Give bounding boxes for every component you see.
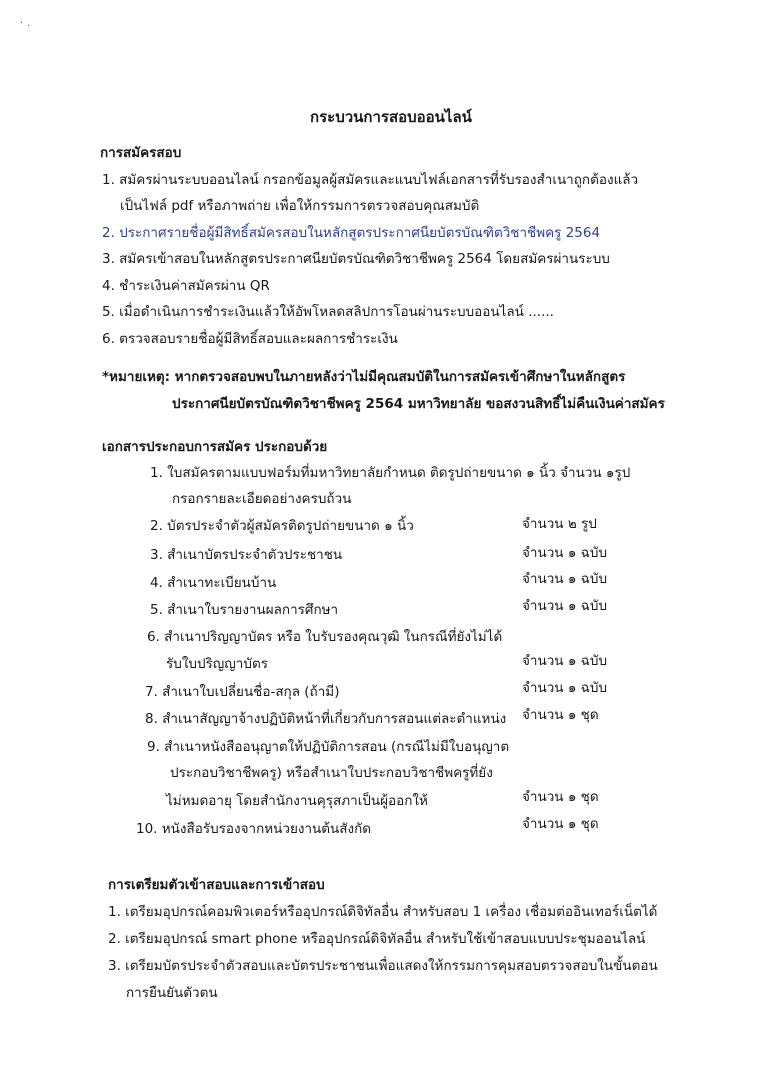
doc-qty-4: จำนวน ๑ ฉบับ	[522, 571, 608, 587]
doc-qty-5: จำนวน ๑ ฉบับ	[522, 598, 608, 614]
doc-qty-10: จำนวน ๑ ชุด	[522, 816, 599, 832]
scan-artifact-dots: ·.	[20, 18, 35, 29]
doc-line-10: 10. หนังสือรับรองจากหน่วยงานต้นสังกัด	[136, 821, 372, 837]
doc-line-2: 2. บัตรประจำตัวผู้สมัครติดรูปถ่ายขนาด ๑ นิ้ว	[150, 518, 414, 534]
registration-item-6: 6. ตรวจสอบรายชื่อผู้มีสิทธิ์สอบและผลการชำระเงิน	[102, 331, 398, 347]
doc-line-1-cont: กรอกรายละเอียดอย่างครบถ้วน	[172, 491, 352, 507]
doc-qty-3: จำนวน ๑ ฉบับ	[522, 545, 608, 561]
doc-qty-2: จำนวน ๒ รูป	[522, 516, 597, 532]
registration-item-3: 3. สมัครเข้าสอบในหลักสูตรประกาศนียบัตรบัณฑิตวิชาชีพครู 2564 โดยสมัครผ่านระบบ	[102, 251, 610, 267]
doc-line-9-cont-1: ประกอบวิชาชีพครู) หรือสำเนาใบประกอบวิชาชีพครูที่ยัง	[170, 765, 493, 781]
note-line-2: ประกาศนียบัตรบัณฑิตวิชาชีพครู 2564 มหาวิทยาลัย ขอสงวนสิทธิ์ไม่คืนเงินค่าสมัคร	[172, 396, 665, 412]
registration-item-2: 2. ประกาศรายชื่อผู้มีสิทธิ์สมัครสอบในหลักสูตรประกาศนียบัตรบัณฑิตวิชาชีพครู 2564	[102, 225, 601, 241]
registration-item-1-cont: เป็นไฟล์ pdf หรือภาพถ่าย เพื่อให้กรรมการตรวจสอบคุณสมบัติ	[120, 198, 480, 214]
doc-line-6-cont: รับใบปริญญาบัตร	[166, 656, 268, 672]
preparation-item-1: 1. เตรียมอุปกรณ์คอมพิวเตอร์หรืออุปกรณ์ดิจิทัลอื่น สำหรับสอบ 1 เครื่อง เชื่อมต่ออินเทอร์เน็ตได้	[108, 904, 658, 920]
preparation-item-3-cont: การยืนยันตัวตน	[126, 985, 218, 1001]
note-line-1: *หมายเหตุ: หากตรวจสอบพบในภายหลังว่าไม่มีคุณสมบัติในการสมัครเข้าศึกษาในหลักสูตร	[102, 369, 626, 385]
doc-qty-6: จำนวน ๑ ฉบับ	[522, 653, 608, 669]
preparation-item-2: 2. เตรียมอุปกรณ์ smart phone หรืออุปกรณ์ดิจิทัลอื่น สำหรับใช้เข้าสอบแบบประชุมออนไลน์	[108, 931, 646, 947]
doc-line-9-cont-2: ไม่หมดอายุ โดยสำนักงานคุรุสภาเป็นผู้ออกให้	[166, 793, 428, 809]
registration-heading: การสมัครสอบ	[100, 145, 182, 161]
doc-line-1: 1. ใบสมัครตามแบบฟอร์มที่มหาวิทยาลัยกำหนด ติดรูปถ่ายขนาด ๑ นิ้ว จำนวน ๑รูป	[150, 465, 631, 481]
registration-item-4: 4. ชำระเงินค่าสมัครผ่าน QR	[102, 278, 270, 294]
doc-line-7: 7. สำเนาใบเปลี่ยนชื่อ-สกุล (ถ้ามี)	[145, 684, 340, 700]
doc-line-6: 6. สำเนาปริญญาบัตร หรือ ใบรับรองคุณวุฒิ ในกรณีที่ยังไม่ได้	[147, 629, 503, 645]
doc-line-5: 5. สำเนาใบรายงานผลการศึกษา	[150, 602, 339, 618]
doc-qty-8: จำนวน ๑ ชุด	[522, 707, 599, 723]
doc-line-3: 3. สำเนาบัตรประจำตัวประชาชน	[150, 547, 343, 563]
doc-line-4: 4. สำเนาทะเบียนบ้าน	[150, 575, 277, 591]
doc-line-8: 8. สำเนาสัญญาจ้างปฏิบัติหน้าที่เกี่ยวกับการสอนแต่ละตำแหน่ง	[145, 711, 507, 727]
registration-item-1: 1. สมัครผ่านระบบออนไลน์ กรอกข้อมูลผู้สมัครและแนบไฟล์เอกสารที่รับรองสำเนาถูกต้องแล้ว	[102, 172, 639, 188]
documents-heading: เอกสารประกอบการสมัคร ประกอบด้วย	[102, 439, 328, 455]
page-title: กระบวนการสอบออนไลน์	[310, 108, 472, 126]
registration-item-5: 5. เมื่อดำเนินการชำระเงินแล้วให้อัพโหลดสลิปการโอนผ่านระบบออนไลน์ ......	[102, 304, 554, 320]
doc-qty-9: จำนวน ๑ ชุด	[522, 789, 599, 805]
doc-qty-7: จำนวน ๑ ฉบับ	[522, 680, 608, 696]
preparation-item-3: 3. เตรียมบัตรประจำตัวสอบและบัตรประชาชนเพื่อแสดงให้กรรมการคุมสอบตรวจสอบในขั้นตอน	[108, 958, 658, 974]
preparation-heading: การเตรียมตัวเข้าสอบและการเข้าสอบ	[108, 877, 325, 893]
doc-line-9: 9. สำเนาหนังสืออนุญาตให้ปฏิบัติการสอน (กรณีไม่มีใบอนุญาต	[147, 739, 510, 755]
